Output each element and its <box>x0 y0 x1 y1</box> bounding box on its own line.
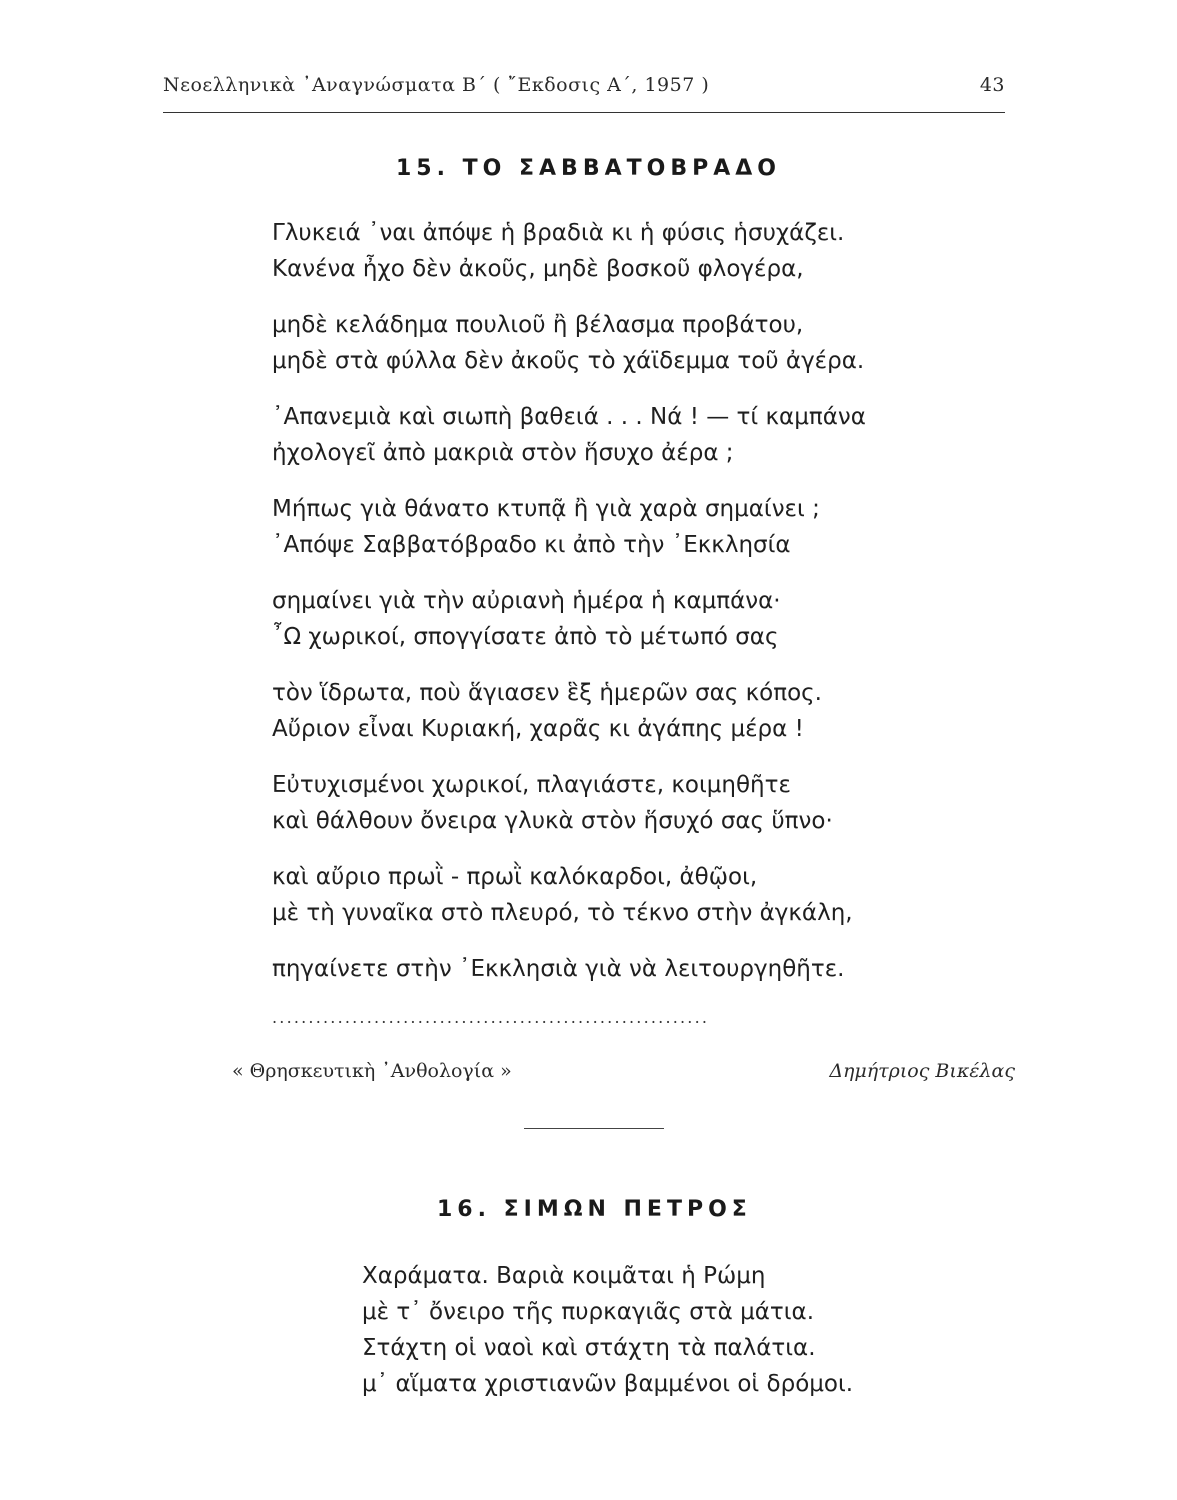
poem-line: Κανένα ἦχο δὲν ἀκοῦς, μηδὲ βοσκοῦ φλογέρα, <box>272 256 804 282</box>
poem-title-15: 15. ΤΟ ΣΑΒΒΑΤΟΒΡΑΔΟ <box>396 156 781 181</box>
header-rule <box>163 112 1005 113</box>
poem-line: ᾿Απόψε Σαββατόβραδο κι ἀπὸ τὴν ᾿Εκκλησία <box>272 532 791 558</box>
section-separator <box>524 1128 664 1129</box>
source-citation: « Θρησκευτικὴ ᾿Ανθολογία » <box>232 1060 512 1082</box>
poem-line: μηδὲ κελάδημα πουλιοῦ ἢ βέλασμα προβάτου, <box>272 312 804 338</box>
poem-line: τὸν ἵδρωτα, ποὺ ἅγιασεν ἓξ ἡμερῶν σας κόπος. <box>272 680 822 706</box>
stanza <box>272 491 866 563</box>
poem-line: πηγαίνετε στὴν ᾿Εκκλησιὰ γιὰ νὰ λειτουργηθῆτε. <box>272 956 845 982</box>
stanza <box>272 951 866 987</box>
poem-line: ᾿Απανεμιὰ καὶ σιωπὴ βαθειά . . . Νά ! — τί καμπάνα <box>272 404 866 430</box>
poem-line: Εὐτυχισμένοι χωρικοί, πλαγιάστε, κοιμηθῆτε <box>272 772 791 798</box>
poem-line: Χαράματα. Βαριὰ κοιμᾶται ἡ Ρώμη <box>362 1263 766 1289</box>
poem-line: Αὔριον εἶναι Κυριακή, χαρᾶς κι ἀγάπης μέρα ! <box>272 716 804 742</box>
poem-line: καὶ αὔριο πρωῒ - πρωῒ καλόκαρδοι, ἀθῷοι, <box>272 864 758 890</box>
poem-line: Στάχτη οἱ ναοὶ καὶ στάχτη τὰ παλάτια. <box>362 1335 816 1361</box>
stanza <box>272 583 866 655</box>
running-title: Νεοελληνικὰ ᾿Αναγνώσματα Β΄ ( ῎Εκδοσις Α΄, 1957 ) <box>163 74 710 96</box>
poem-line: Μήπως γιὰ θάνατο κτυπᾷ ἢ γιὰ χαρὰ σημαίνει ; <box>272 496 820 522</box>
poem-line: μὲ τὴ γυναῖκα στὸ πλευρό, τὸ τέκνο στὴν ἀγκάλη, <box>272 900 853 926</box>
poem-line: καὶ θάλθουν ὄνειρα γλυκὰ στὸν ἥσυχό σας ὕπνο· <box>272 808 833 834</box>
poem-body-16 <box>362 1258 853 1402</box>
ellipsis-line: ............................................................ <box>272 1008 710 1027</box>
poem-line: μηδὲ στὰ φύλλα δὲν ἀκοῦς τὸ χάϊδεμμα τοῦ ἀγέρα. <box>272 348 865 374</box>
page-number: 43 <box>979 74 1005 96</box>
stanza <box>272 767 866 839</box>
poem-line: ἠχολογεῖ ἀπὸ μακριὰ στὸν ἥσυχο ἀέρα ; <box>272 440 734 466</box>
poem-body-15 <box>272 215 866 987</box>
stanza <box>272 215 866 287</box>
poem-line: μ᾿ αἵματα χριστιανῶν βαμμένοι οἱ δρόμοι. <box>362 1371 854 1397</box>
poem-line: ῏Ω χωρικοί, σπογγίσατε ἀπὸ τὸ μέτωπό σας <box>272 624 779 650</box>
poem-title-16: 16. ΣΙΜΩΝ ΠΕΤΡΟΣ <box>437 1197 752 1222</box>
poem-line: μὲ τ᾿ ὄνειρο τῆς πυρκαγιᾶς στὰ μάτια. <box>362 1299 815 1325</box>
poem-line: σημαίνει γιὰ τὴν αὐριανὴ ἡμέρα ἡ καμπάνα· <box>272 588 781 614</box>
stanza <box>362 1258 853 1402</box>
stanza <box>272 859 866 931</box>
stanza <box>272 307 866 379</box>
page-header <box>163 74 1005 104</box>
poem-line: Γλυκειά ᾿ναι ἀπόψε ἡ βραδιὰ κι ἡ φύσις ἡσυχάζει. <box>272 220 845 246</box>
stanza <box>272 675 866 747</box>
stanza <box>272 399 866 471</box>
author-name: Δημήτριος Βικέλας <box>829 1060 1015 1082</box>
